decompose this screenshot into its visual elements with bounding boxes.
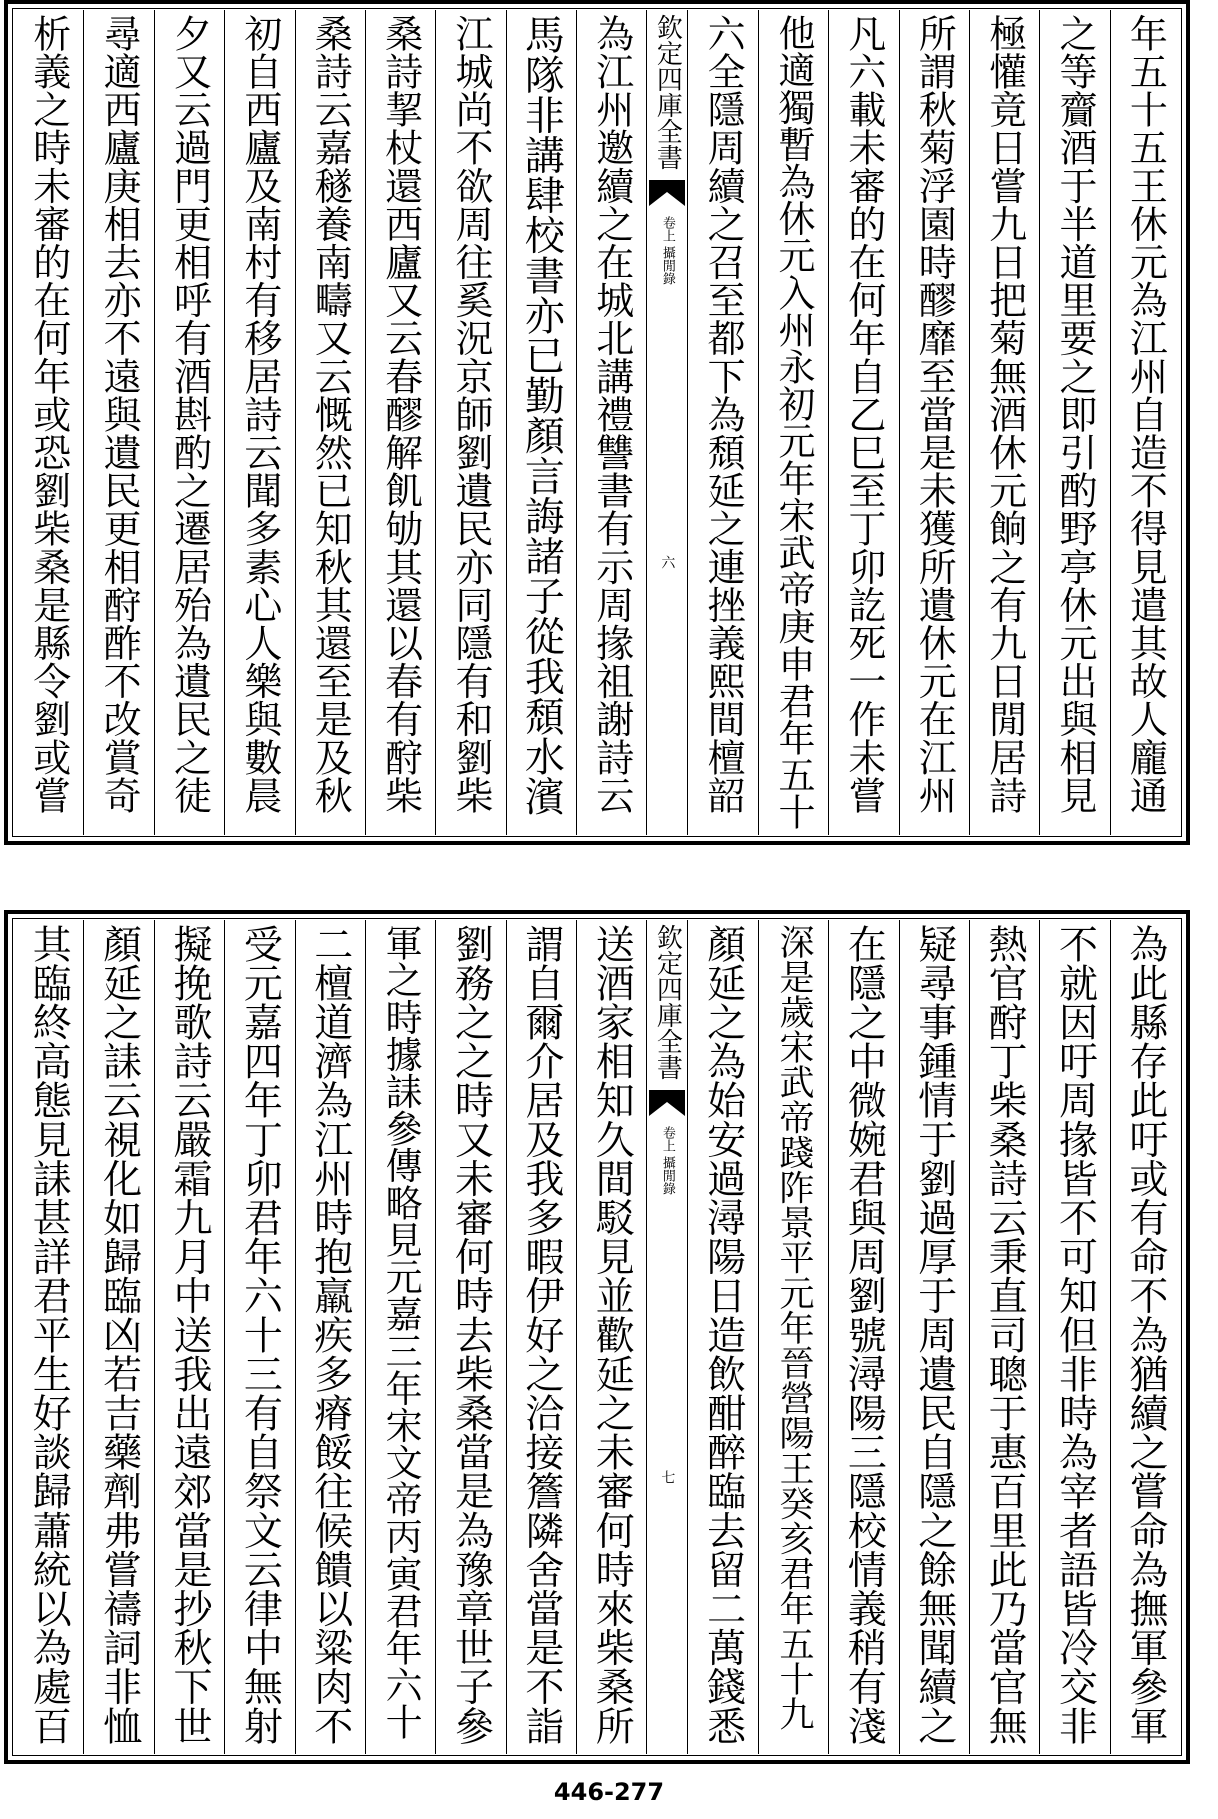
page-gutter (646, 920, 687, 1754)
text-column (1039, 10, 1109, 835)
text-column (154, 920, 224, 1754)
text-line: 其臨終高態見誄甚詳君平生好談歸蕭統以為處百 (26, 924, 72, 1746)
text-line: 六全隱周續之召至都下為頹延之連挫義熙間檀韶 (701, 14, 746, 815)
text-column (687, 920, 757, 1754)
text-line: 劉務之之時又未審何時去柴桑當是為豫章世子參 (448, 924, 494, 1746)
page-footer-number: 446-277 (553, 1778, 665, 1806)
text-line: 不就因吁周掾皆不可知但非時為宰者語皆冷交非 (1052, 924, 1098, 1746)
text-line: 擬挽歌詩云嚴霜九月中送我出遠郊當是抄秋下世 (166, 924, 212, 1746)
volume-chapter: 卷上 (659, 216, 675, 242)
text-column (365, 10, 435, 835)
page-top (4, 0, 1190, 845)
text-line: 夕又云過門更相呼有酒斟酌之遷居殆為遺民之徒 (167, 14, 212, 815)
text-line: 極懽竟日嘗九日把菊無酒休元餉之有九日閒居詩 (982, 14, 1027, 815)
page-gutter (646, 10, 687, 835)
text-column (687, 10, 757, 835)
text-line: 桑詩挈杖還西廬又云春醪解飢劬其還以春有酧柴 (378, 14, 423, 815)
text-line: 為此縣存此吁或有命不為猶續之嘗命為撫軍參軍 (1122, 924, 1168, 1746)
text-line: 所謂秋菊浮園時醪靡至當是未獲所遺休元在江州 (912, 14, 957, 815)
text-line: 受元嘉四年丁卯君年六十三有自祭文云律中無射 (237, 924, 283, 1746)
text-column (224, 10, 294, 835)
text-column (969, 920, 1039, 1754)
text-line: 二檀道濟為江州時抱羸疾多瘠餒往候饋以粱肉不 (307, 924, 353, 1746)
volume-label (658, 1126, 677, 1195)
volume-book-name: 攝閒錄 (659, 1156, 675, 1195)
text-column (506, 920, 576, 1754)
text-line: 凡六載未審的在何年自乙巳至丁卯訖死一作未嘗 (841, 14, 886, 815)
text-line: 馬隊非講肆校書亦已勤顏言誨諸子從我頹水濱 (518, 14, 565, 816)
text-line: 江城尚不欲周往奚況京師劉遺民亦同隱有和劉柴 (448, 14, 493, 815)
page-bottom (4, 910, 1190, 1764)
text-line: 他適獨暫為休元入州永初元年宋武帝庚申君年五十 (771, 14, 815, 831)
text-line: 尋適西廬庚相去亦不遠與遺民更相酧酢不改賞奇 (97, 14, 142, 815)
volume-chapter: 卷上 (659, 1126, 675, 1152)
text-column (14, 10, 83, 835)
text-line: 年五十五王休元為江州自造不得見遣其故人龐通 (1123, 14, 1168, 815)
text-column (828, 10, 898, 835)
book-title: 欽定四庫全書 (652, 924, 683, 1080)
text-line: 送酒家相知久間駁見並歡延之未審何時來柴桑所 (589, 924, 635, 1746)
text-column (365, 920, 435, 1754)
text-line: 顏延之誄云視化如歸臨凶若吉藥劑弗嘗禱詞非恤 (96, 924, 142, 1746)
text-column (758, 10, 828, 835)
text-line: 疑尋事鍾情于劉過厚于周遺民自隱之餘無聞續之 (911, 924, 957, 1746)
text-column (295, 920, 365, 1754)
volume-label (658, 216, 677, 285)
fishtail-mark-icon (649, 1088, 685, 1118)
text-column (14, 920, 83, 1754)
page-top-columns (14, 10, 1180, 835)
text-column (899, 10, 969, 835)
page-bottom-columns (14, 920, 1180, 1754)
folio-number: 七 (659, 1470, 676, 1485)
text-line: 謂自爾介居及我多暇伊好之洽接簷隣舍當是不詣 (518, 924, 564, 1746)
text-column (435, 10, 505, 835)
text-column (758, 920, 828, 1754)
text-column (576, 10, 646, 835)
text-line: 初自西廬及南村有移居詩云聞多素心人樂與數晨 (237, 14, 282, 815)
text-line: 在隱之中微婉君與周劉號潯陽三隱校情義稍有淺 (841, 924, 887, 1746)
text-column (435, 920, 505, 1754)
text-line: 深是歲宋武帝踐阼景平元年晉營陽王癸亥君年五十九 (773, 924, 814, 1732)
text-line: 為江州邀續之在城北講禮讐書有示周掾祖謝詩云 (589, 14, 634, 815)
text-column (1110, 10, 1180, 835)
text-column (224, 920, 294, 1754)
text-line: 熱官酧丁柴桑詩云秉直司聰于惠百里此乃當官無 (982, 924, 1028, 1746)
text-line: 軍之時據誄參傳略見元嘉三年宋文帝丙寅君年六十 (379, 924, 423, 1741)
folio-number: 六 (659, 554, 676, 569)
text-line: 顏延之為始安過潯陽日造飲酣醉臨去留二萬錢悉 (700, 924, 746, 1746)
book-title: 欽定四庫全書 (652, 14, 683, 170)
text-line: 之等齎酒于半道里要之即引酌野亭休元出與相見 (1052, 14, 1097, 815)
text-column (506, 10, 576, 835)
text-column (828, 920, 898, 1754)
volume-book-name: 攝閒錄 (659, 246, 675, 285)
text-column (83, 10, 153, 835)
text-column (83, 920, 153, 1754)
text-column (899, 920, 969, 1754)
text-column (969, 10, 1039, 835)
text-column (576, 920, 646, 1754)
text-line: 桑詩云嘉穟養南疇又云慨然已知秋其還至是及秋 (308, 14, 353, 815)
text-column (1110, 920, 1180, 1754)
text-line: 析義之時未審的在何年或恐劉柴桑是縣令劉或嘗 (26, 14, 71, 815)
text-column (154, 10, 224, 835)
text-column (1039, 920, 1109, 1754)
fishtail-mark-icon (649, 178, 685, 208)
text-column (295, 10, 365, 835)
